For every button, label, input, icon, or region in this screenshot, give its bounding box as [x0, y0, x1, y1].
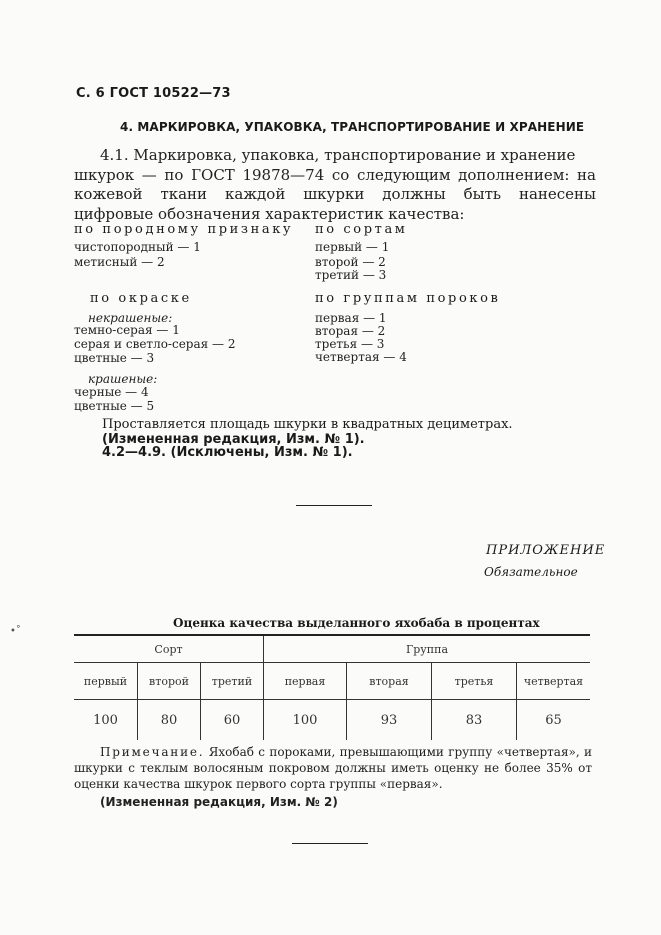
- column-header: второй: [138, 663, 201, 700]
- defects-item: вторая — 2: [315, 324, 386, 338]
- divider: [296, 505, 372, 506]
- quality-table: [74, 634, 590, 740]
- appendix-title: ПРИЛОЖЕНИЕ: [486, 543, 606, 558]
- defects-item: первая — 1: [315, 311, 387, 325]
- table-cell: 80: [138, 700, 201, 741]
- table-cell: 100: [264, 700, 347, 741]
- column-header: вторая: [347, 663, 432, 700]
- gost-number: ГОСТ 10522—73: [109, 86, 231, 101]
- color-heading: по окраске: [90, 291, 192, 306]
- page-header: [76, 86, 231, 101]
- paragraph-line-1: 4.1. Маркировка, упаковка, транспортирование и хранение: [100, 146, 576, 164]
- appendix-subtitle: Обязательное: [484, 565, 578, 579]
- note-text: Яхобаб с пороками, превышающими группу «четвертая», и шкурки с теклым волосяным покровом должны иметь оценку не более 35% от оценки качества шкурок первого сорта группы «первая».: [74, 745, 592, 791]
- note-label: Примечание.: [100, 745, 205, 759]
- excluded-note: 4.2—4.9. (Исключены, Изм. № 1).: [102, 445, 353, 460]
- table-cell: 100: [93, 712, 118, 728]
- column-header: третий: [201, 663, 264, 700]
- table-caption: Оценка качества выделанного яхобаба в процентах: [173, 616, 540, 630]
- table-cell: 93: [347, 700, 432, 741]
- page-number: С. 6: [76, 86, 105, 101]
- color-item: цветные — 5: [74, 399, 155, 413]
- sort-heading: по сортам: [315, 222, 408, 237]
- dyed-label: крашеные:: [88, 372, 158, 386]
- note-paragraph: [74, 744, 592, 792]
- group-header-group: Группа: [264, 635, 591, 663]
- defects-heading: по группам пороков: [315, 291, 501, 306]
- section-title: 4. МАРКИРОВКА, УПАКОВКА, ТРАНСПОРТИРОВАНИЕ И ХРАНЕНИЕ: [120, 120, 585, 134]
- table-group-header-row: [74, 635, 590, 663]
- table-note: [74, 744, 592, 810]
- edit-note-1: (Измененная редакция, Изм. № 1).: [102, 432, 365, 447]
- color-item: черные — 4: [74, 385, 149, 399]
- edit-note-2: (Измененная редакция, Изм. № 2): [100, 795, 338, 809]
- column-header: четвертая: [517, 663, 591, 700]
- breed-heading: по породному признаку: [74, 222, 294, 237]
- color-item: серая и светло-серая — 2: [74, 337, 236, 351]
- table-cell: 65: [517, 700, 591, 741]
- divider: [292, 843, 368, 844]
- sort-item: третий — 3: [315, 268, 387, 282]
- area-note: Проставляется площадь шкурки в квадратных дециметрах.: [102, 417, 513, 432]
- margin-mark: •˚: [10, 626, 21, 637]
- table-cell: 83: [432, 700, 517, 741]
- sort-item: первый — 1: [315, 240, 390, 254]
- color-item: темно-серая — 1: [74, 323, 180, 337]
- defects-item: четвертая — 4: [315, 350, 407, 364]
- table-cell: 60: [201, 700, 264, 741]
- breed-item: чистопородный — 1: [74, 240, 201, 254]
- table-row: [74, 700, 590, 741]
- color-item: цветные — 3: [74, 351, 155, 365]
- column-header: третья: [432, 663, 517, 700]
- group-header-sort: Сорт: [74, 635, 264, 663]
- column-header: первый: [74, 663, 138, 700]
- breed-item: метисный — 2: [74, 255, 165, 269]
- table-header-row: [74, 663, 590, 700]
- column-header: первая: [264, 663, 347, 700]
- paragraph-rest: шкурок — по ГОСТ 19878—74 со следующим дополнением: на кожевой ткани каждой шкурки должны быть нанесены цифровые обозначения характеристик качества:: [74, 165, 596, 223]
- undyed-label: некрашеные:: [88, 311, 173, 325]
- sort-item: второй — 2: [315, 255, 386, 269]
- defects-item: третья — 3: [315, 337, 385, 351]
- section-paragraph: [74, 146, 596, 224]
